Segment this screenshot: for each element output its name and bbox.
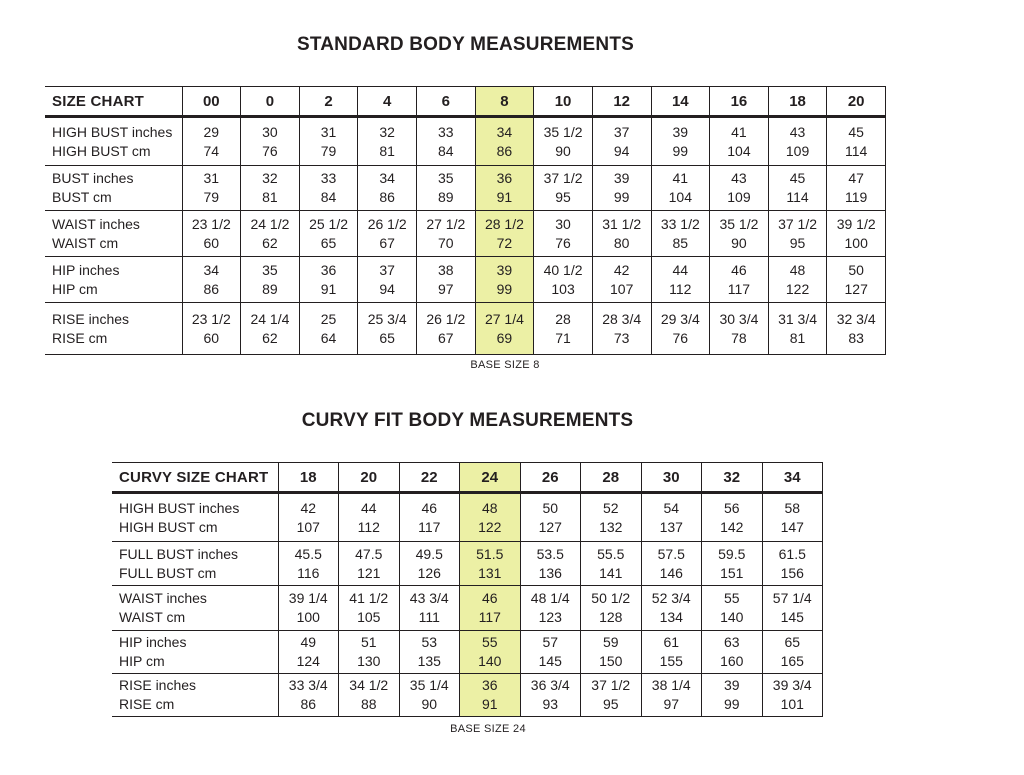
- measurement-cell: 25 3/4 65: [358, 303, 417, 355]
- measurement-cell: 55.5 141: [581, 542, 642, 586]
- row-label: WAIST inches WAIST cm: [45, 211, 182, 257]
- size-column-header: 00: [182, 87, 241, 117]
- measurement-cell: 50 127: [520, 493, 581, 542]
- measurement-cell: 41 104: [710, 117, 769, 166]
- measurement-cell: 39 1/2 100: [827, 211, 886, 257]
- measurement-cell: 32 3/4 83: [827, 303, 886, 355]
- measurement-cell: 33 84: [299, 166, 358, 211]
- measurement-cell: 38 97: [417, 257, 476, 303]
- measurement-cell: 29 3/4 76: [651, 303, 710, 355]
- measurement-cell: 61.5 156: [762, 542, 823, 586]
- size-column-header: 16: [710, 87, 769, 117]
- measurement-cell: 32 81: [358, 117, 417, 166]
- size-column-header: 22: [399, 463, 460, 493]
- measurement-row: [112, 493, 823, 542]
- header-row: [45, 87, 886, 117]
- size-column-header: 20: [339, 463, 400, 493]
- measurement-cell: 33 1/2 85: [651, 211, 710, 257]
- measurement-cell: 53.5 136: [520, 542, 581, 586]
- row-label: HIP inches HIP cm: [112, 631, 278, 674]
- measurement-row: [45, 166, 886, 211]
- curvy-base-size-note: BASE SIZE 24: [450, 723, 526, 735]
- row-label: HIGH BUST inches HIGH BUST cm: [112, 493, 278, 542]
- measurement-cell: 26 1/2 67: [417, 303, 476, 355]
- standard-base-size-note: BASE SIZE 8: [470, 359, 540, 371]
- measurement-cell: 35 1/2 90: [534, 117, 593, 166]
- row-label: HIP inches HIP cm: [45, 257, 182, 303]
- measurement-cell: 35 89: [241, 257, 300, 303]
- measurement-cell: 58 147: [762, 493, 823, 542]
- size-column-header: 2: [299, 87, 358, 117]
- measurement-cell: 28 71: [534, 303, 593, 355]
- measurement-cell: 37 1/2 95: [581, 674, 642, 717]
- measurement-cell: 34 1/2 88: [339, 674, 400, 717]
- measurement-cell: 52 3/4 134: [641, 586, 702, 631]
- measurement-cell: 45 114: [827, 117, 886, 166]
- measurement-cell: 39 99: [702, 674, 763, 717]
- row-label: RISE inches RISE cm: [45, 303, 182, 355]
- measurement-cell: 41 1/2 105: [339, 586, 400, 631]
- standard-size-table: [45, 86, 886, 355]
- size-column-header: 0: [241, 87, 300, 117]
- measurement-cell: 35 1/2 90: [710, 211, 769, 257]
- measurement-cell: 44 112: [339, 493, 400, 542]
- size-column-header: 6: [417, 87, 476, 117]
- measurement-cell: 57.5 146: [641, 542, 702, 586]
- measurement-cell: 26 1/2 67: [358, 211, 417, 257]
- measurement-cell: 36 3/4 93: [520, 674, 581, 717]
- measurement-cell: 36 91: [299, 257, 358, 303]
- measurement-row: [112, 631, 823, 674]
- measurement-row: [112, 586, 823, 631]
- size-column-header: 32: [702, 463, 763, 493]
- curvy-size-table: [112, 462, 823, 717]
- measurement-cell: 27 1/2 70: [417, 211, 476, 257]
- measurement-cell: 25 64: [299, 303, 358, 355]
- measurement-cell: 35 89: [417, 166, 476, 211]
- measurement-row: [45, 303, 886, 355]
- measurement-cell: 54 137: [641, 493, 702, 542]
- measurement-cell: 28 1/2 72: [475, 211, 534, 257]
- measurement-cell: 63 160: [702, 631, 763, 674]
- measurement-cell: 37 1/2 95: [534, 166, 593, 211]
- measurement-cell: 39 1/4 100: [278, 586, 339, 631]
- measurement-cell: 65 165: [762, 631, 823, 674]
- measurement-cell: 23 1/2 60: [182, 303, 241, 355]
- measurement-cell: 51.5 131: [460, 542, 521, 586]
- measurement-cell: 39 3/4 101: [762, 674, 823, 717]
- measurement-cell: 57 1/4 145: [762, 586, 823, 631]
- measurement-cell: 39 99: [592, 166, 651, 211]
- measurement-cell: 31 1/2 80: [592, 211, 651, 257]
- size-column-header: 10: [534, 87, 593, 117]
- size-column-header: 18: [278, 463, 339, 493]
- measurement-cell: 24 1/4 62: [241, 303, 300, 355]
- size-column-header: 12: [592, 87, 651, 117]
- measurement-row: [45, 257, 886, 303]
- measurement-row: [45, 117, 886, 166]
- measurement-cell: 40 1/2 103: [534, 257, 593, 303]
- measurement-cell: 31 3/4 81: [768, 303, 827, 355]
- measurement-cell: 29 74: [182, 117, 241, 166]
- size-column-header: 14: [651, 87, 710, 117]
- size-column-header: 24: [460, 463, 521, 493]
- size-column-header: 34: [762, 463, 823, 493]
- measurement-cell: 34 86: [475, 117, 534, 166]
- measurement-cell: 55 140: [702, 586, 763, 631]
- standard-measurements-title: STANDARD BODY MEASUREMENTS: [296, 34, 634, 55]
- size-column-header: 26: [520, 463, 581, 493]
- measurement-cell: 43 3/4 111: [399, 586, 460, 631]
- measurement-cell: 43 109: [768, 117, 827, 166]
- size-column-header: 8: [475, 87, 534, 117]
- corner-header: SIZE CHART: [45, 87, 182, 117]
- measurement-cell: 52 132: [581, 493, 642, 542]
- measurement-row: [45, 211, 886, 257]
- size-column-header: 20: [827, 87, 886, 117]
- measurement-cell: 31 79: [182, 166, 241, 211]
- measurement-cell: 24 1/2 62: [241, 211, 300, 257]
- measurement-cell: 32 81: [241, 166, 300, 211]
- measurement-cell: 49 124: [278, 631, 339, 674]
- measurement-cell: 50 127: [827, 257, 886, 303]
- measurement-cell: 45.5 116: [278, 542, 339, 586]
- measurement-cell: 30 3/4 78: [710, 303, 769, 355]
- size-column-header: 18: [768, 87, 827, 117]
- measurement-cell: 51 130: [339, 631, 400, 674]
- measurement-cell: 47 119: [827, 166, 886, 211]
- measurement-cell: 39 99: [651, 117, 710, 166]
- corner-header: CURVY SIZE CHART: [112, 463, 278, 493]
- measurement-cell: 46 117: [710, 257, 769, 303]
- measurement-cell: 48 1/4 123: [520, 586, 581, 631]
- measurement-cell: 34 86: [358, 166, 417, 211]
- row-label: BUST inches BUST cm: [45, 166, 182, 211]
- measurement-cell: 47.5 121: [339, 542, 400, 586]
- measurement-cell: 48 122: [460, 493, 521, 542]
- measurement-cell: 56 142: [702, 493, 763, 542]
- measurement-cell: 28 3/4 73: [592, 303, 651, 355]
- measurement-cell: 31 79: [299, 117, 358, 166]
- measurement-cell: 46 117: [460, 586, 521, 631]
- measurement-cell: 38 1/4 97: [641, 674, 702, 717]
- measurement-cell: 49.5 126: [399, 542, 460, 586]
- measurement-cell: 48 122: [768, 257, 827, 303]
- measurement-cell: 30 76: [534, 211, 593, 257]
- measurement-cell: 34 86: [182, 257, 241, 303]
- measurement-cell: 50 1/2 128: [581, 586, 642, 631]
- measurement-cell: 27 1/4 69: [475, 303, 534, 355]
- measurement-row: [112, 674, 823, 717]
- measurement-cell: 36 91: [460, 674, 521, 717]
- row-label: RISE inches RISE cm: [112, 674, 278, 717]
- measurement-cell: 59 150: [581, 631, 642, 674]
- measurement-cell: 41 104: [651, 166, 710, 211]
- row-label: FULL BUST inches FULL BUST cm: [112, 542, 278, 586]
- measurement-cell: 55 140: [460, 631, 521, 674]
- measurement-cell: 61 155: [641, 631, 702, 674]
- size-column-header: 30: [641, 463, 702, 493]
- measurement-cell: 46 117: [399, 493, 460, 542]
- measurement-cell: 23 1/2 60: [182, 211, 241, 257]
- measurement-cell: 33 84: [417, 117, 476, 166]
- measurement-cell: 30 76: [241, 117, 300, 166]
- size-column-header: 28: [581, 463, 642, 493]
- measurement-cell: 37 94: [358, 257, 417, 303]
- measurement-cell: 44 112: [651, 257, 710, 303]
- size-column-header: 4: [358, 87, 417, 117]
- measurement-cell: 59.5 151: [702, 542, 763, 586]
- measurement-cell: 45 114: [768, 166, 827, 211]
- row-label: HIGH BUST inches HIGH BUST cm: [45, 117, 182, 166]
- row-label: WAIST inches WAIST cm: [112, 586, 278, 631]
- measurement-cell: 37 1/2 95: [768, 211, 827, 257]
- measurement-cell: 35 1/4 90: [399, 674, 460, 717]
- measurement-cell: 53 135: [399, 631, 460, 674]
- measurement-cell: 37 94: [592, 117, 651, 166]
- measurement-cell: 42 107: [278, 493, 339, 542]
- header-row: [112, 463, 823, 493]
- measurement-cell: 39 99: [475, 257, 534, 303]
- measurement-cell: 25 1/2 65: [299, 211, 358, 257]
- measurement-cell: 42 107: [592, 257, 651, 303]
- measurement-cell: 36 91: [475, 166, 534, 211]
- measurement-cell: 43 109: [710, 166, 769, 211]
- measurement-row: [112, 542, 823, 586]
- measurement-cell: 57 145: [520, 631, 581, 674]
- curvy-measurements-title: CURVY FIT BODY MEASUREMENTS: [301, 410, 634, 431]
- measurement-cell: 33 3/4 86: [278, 674, 339, 717]
